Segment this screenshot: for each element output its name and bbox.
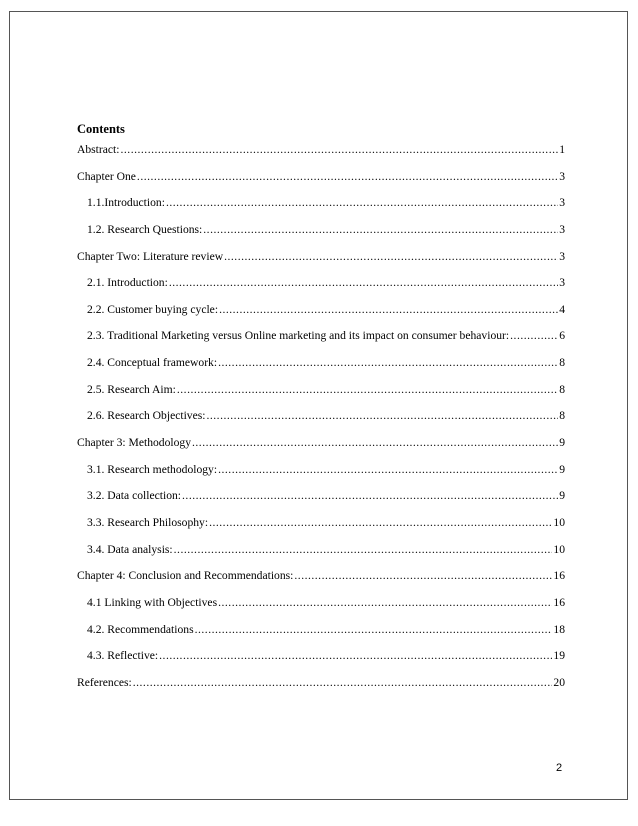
toc-entry[interactable] <box>77 675 565 702</box>
toc-dot-leader <box>224 249 558 265</box>
toc-entry[interactable] <box>77 622 565 649</box>
toc-entry-page: 3 <box>559 169 565 183</box>
toc-entry[interactable] <box>77 435 565 462</box>
toc-entry[interactable] <box>77 355 565 382</box>
toc-entry-page: 9 <box>559 436 565 450</box>
toc-entry-page: 3 <box>559 222 565 236</box>
toc-entry-label: 3.2. Data collection: <box>87 489 182 503</box>
toc-entry[interactable] <box>77 222 565 249</box>
toc-entry-label: Abstract: <box>77 143 120 156</box>
toc-entry-label: 3.1. Research methodology: <box>87 462 218 476</box>
toc-entry-page: 8 <box>559 356 565 370</box>
toc-entry-page: 16 <box>553 595 565 609</box>
toc-entry-page: 3 <box>559 249 565 263</box>
toc-entry-page: 18 <box>553 622 565 636</box>
toc-entry[interactable] <box>77 302 565 329</box>
toc-dot-leader <box>192 435 558 451</box>
toc-entry-label: 3.3. Research Philosophy: <box>87 515 209 529</box>
toc-entry[interactable] <box>77 195 565 222</box>
toc-entry-label: References: <box>77 675 132 689</box>
toc-entry-page: 16 <box>553 569 565 583</box>
toc-entry[interactable] <box>77 408 565 435</box>
toc-entry[interactable] <box>77 488 565 515</box>
toc-entry-label: 2.2. Customer buying cycle: <box>87 302 219 316</box>
toc-dot-leader <box>195 622 553 638</box>
toc-entry-label: Chapter Two: Literature review <box>77 249 224 263</box>
toc-entry-page: 20 <box>553 675 565 689</box>
toc-entry-label: 2.4. Conceptual framework: <box>87 356 218 370</box>
toc-entry[interactable] <box>77 328 565 355</box>
toc-entry-label: Chapter 4: Conclusion and Recommendations: <box>77 569 294 583</box>
toc-entry[interactable] <box>77 515 565 542</box>
toc-entry-label: 2.5. Research Aim: <box>87 382 176 396</box>
toc-entry[interactable] <box>77 462 565 489</box>
toc-entry-label: 1.2. Research Questions: <box>87 222 203 236</box>
toc-entry-page: 10 <box>553 542 565 556</box>
toc-entry-label: 4.3. Reflective: <box>87 649 159 663</box>
toc-entry[interactable] <box>77 648 565 675</box>
toc-dot-leader <box>177 382 558 398</box>
toc-heading: Contents <box>77 122 125 136</box>
toc-entry-page: 10 <box>553 515 565 529</box>
page-number: 2 <box>556 762 563 774</box>
toc-dot-leader <box>137 169 558 185</box>
toc-dot-leader <box>218 355 558 371</box>
toc-dot-leader <box>182 488 558 504</box>
toc-entry[interactable] <box>77 568 565 595</box>
toc-entry-page: 8 <box>559 409 565 423</box>
toc-entry-page: 8 <box>559 382 565 396</box>
toc-entry-page: 3 <box>559 196 565 210</box>
toc-entry-label: 4.1 Linking with Objectives <box>87 595 218 609</box>
toc-dot-leader <box>159 648 552 664</box>
toc-entry-page: 19 <box>553 649 565 663</box>
toc-entry[interactable] <box>77 249 565 276</box>
toc-dot-leader <box>206 408 558 424</box>
toc-entry[interactable] <box>77 595 565 622</box>
toc-entry[interactable] <box>77 275 565 302</box>
toc-dot-leader <box>510 328 558 344</box>
toc-dot-leader <box>219 302 558 318</box>
toc-dot-leader <box>166 195 558 211</box>
toc-entry-page: 1 <box>559 143 565 156</box>
table-of-contents <box>77 142 565 701</box>
toc-dot-leader <box>203 222 558 238</box>
toc-entry-page: 6 <box>559 329 565 343</box>
toc-entry[interactable] <box>77 542 565 569</box>
toc-dot-leader <box>169 275 558 291</box>
toc-entry-label: 3.4. Data analysis: <box>87 542 173 556</box>
toc-dot-leader <box>174 542 553 558</box>
toc-dot-leader <box>209 515 552 531</box>
toc-entry-label: 2.3. Traditional Marketing versus Online marketing and its impact on consumer behaviour: <box>87 329 510 343</box>
toc-dot-leader <box>133 675 553 691</box>
toc-entry-number: 1.1. <box>87 196 105 210</box>
toc-entry-label: Chapter 3: Methodology <box>77 436 191 450</box>
toc-entry-page: 4 <box>559 302 565 316</box>
toc-dot-leader <box>218 595 552 611</box>
toc-entry[interactable] <box>77 169 565 196</box>
toc-entry-label: 4.2. Recommendations <box>87 622 194 636</box>
toc-entry-label: 2.1. Introduction: <box>87 276 168 290</box>
toc-entry-page: 9 <box>559 462 565 476</box>
toc-entry[interactable] <box>77 142 565 169</box>
toc-entry-page: 3 <box>559 276 565 290</box>
toc-entry-page: 9 <box>559 489 565 503</box>
toc-entry-label: Introduction: <box>104 196 165 210</box>
toc-dot-leader <box>294 568 552 584</box>
toc-entry-label: 2.6. Research Objectives: <box>87 409 206 423</box>
toc-dot-leader <box>121 142 559 158</box>
toc-entry-label: Chapter One <box>77 169 136 183</box>
toc-dot-leader <box>218 462 558 478</box>
toc-entry[interactable] <box>77 382 565 409</box>
